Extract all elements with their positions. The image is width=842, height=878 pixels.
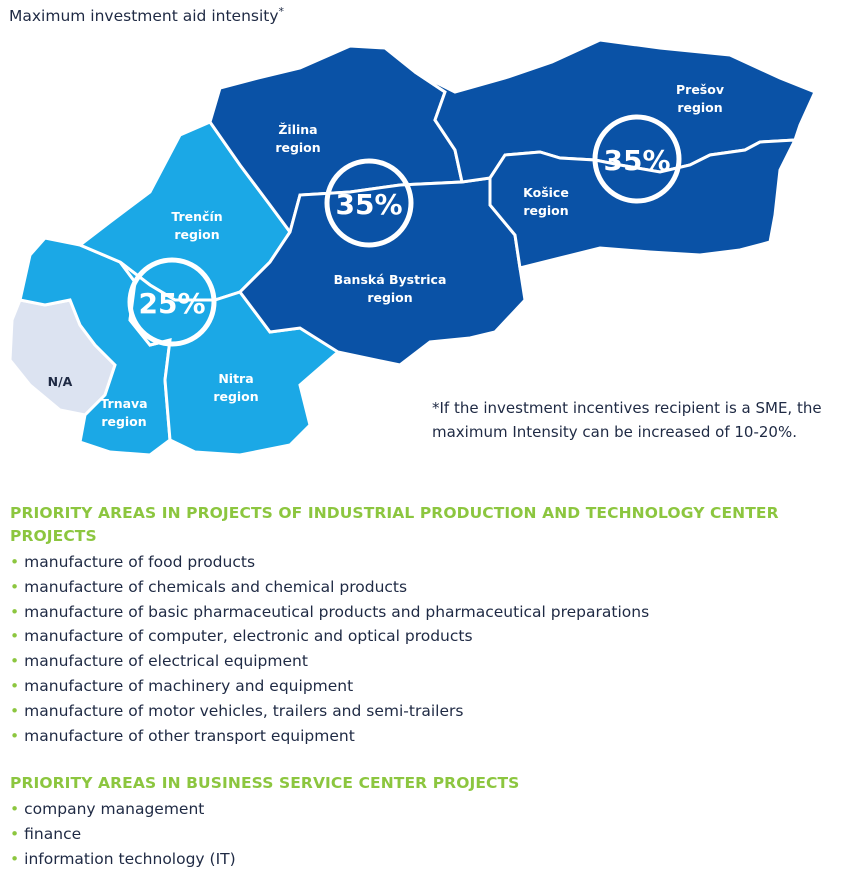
bullet-icon: •	[10, 627, 20, 646]
section-business-service-priority-areas	[10, 772, 830, 871]
region-label-nitra: Nitra region	[213, 371, 259, 404]
bullet-icon: •	[10, 676, 20, 695]
title-footnote-mark: *	[278, 5, 285, 18]
list-item: • manufacture of basic pharmaceutical products and pharmaceutical preparations	[10, 602, 650, 621]
page-title: Maximum investment aid intensity*	[9, 5, 285, 26]
list-item: • company management	[10, 800, 205, 818]
bullet-icon: •	[10, 553, 20, 571]
priority-list	[10, 797, 830, 871]
bullet-icon: •	[10, 849, 20, 868]
region-label-trnava: Trnava region	[100, 396, 148, 429]
region-label-presov: Prešov region	[676, 82, 724, 115]
bullet-icon: •	[10, 800, 20, 818]
badge-west-value: 25%	[138, 287, 206, 320]
section-heading: PRIORITY AREAS IN BUSINESS SERVICE CENTER PROJECTS	[10, 774, 520, 792]
bullet-icon: •	[10, 701, 20, 720]
list-item: • manufacture of food products	[10, 553, 256, 571]
region-label-banska-bystrica: Banská Bystrica region	[333, 272, 447, 305]
list-item: • manufacture of electrical equipment	[10, 652, 308, 671]
priority-list	[10, 550, 830, 748]
list-item: • manufacture of computer, electronic and optical products	[10, 627, 473, 646]
bullet-icon: •	[10, 602, 20, 621]
region-label-trencin: Trenčín region	[171, 209, 223, 242]
list-item: • manufacture of other transport equipment	[10, 726, 355, 745]
bullet-icon: •	[10, 652, 20, 671]
section-industrial-priority-areas	[10, 502, 830, 748]
list-item: • finance	[10, 824, 82, 843]
list-item: • manufacture of machinery and equipment	[10, 676, 354, 695]
region-label-zilina: Žilina region	[275, 122, 321, 155]
badge-central-value: 35%	[335, 188, 403, 221]
region-label-kosice: Košice region	[523, 185, 569, 218]
badge-east-value: 35%	[603, 144, 671, 177]
list-item: • information technology (IT)	[10, 849, 236, 868]
list-item: • manufacture of chemicals and chemical products	[10, 577, 408, 596]
region-label-na: N/A	[47, 374, 73, 389]
bullet-icon: •	[10, 726, 20, 745]
bullet-icon: •	[10, 577, 20, 596]
section-heading: PRIORITY AREAS IN PROJECTS OF INDUSTRIAL PRODUCTION AND TECHNOLOGY CENTER PROJECTS	[10, 504, 779, 545]
bullet-icon: •	[10, 824, 20, 843]
footnote-sme: *If the investment incentives recipient is a SME, the maximum Intensity can be increased of 10-20%.	[432, 399, 822, 441]
list-item: • manufacture of motor vehicles, trailers and semi-trailers	[10, 701, 464, 720]
